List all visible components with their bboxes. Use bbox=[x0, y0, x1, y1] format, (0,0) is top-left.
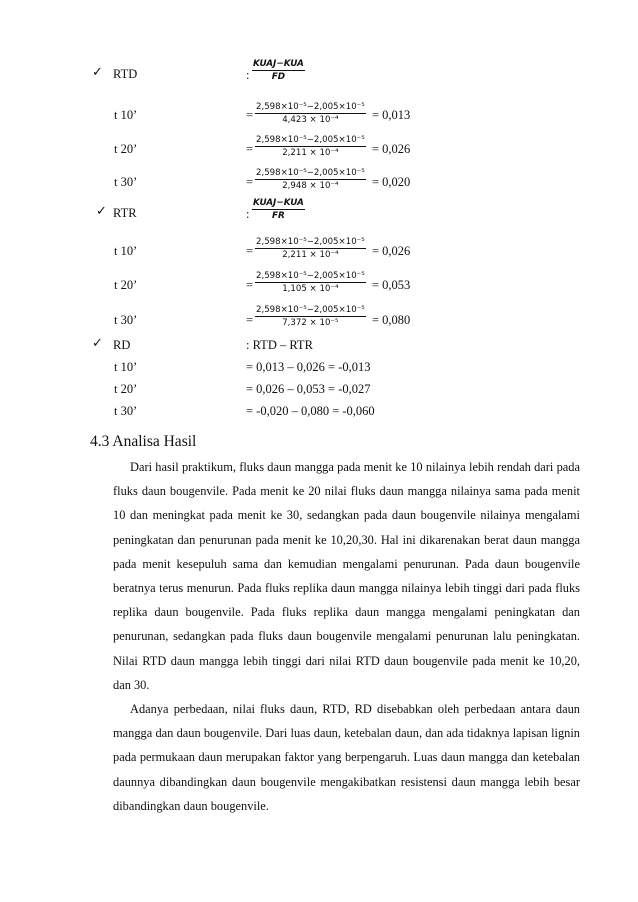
fraction-numerator: 2,598×10⁻⁵−2,005×10⁻⁵ bbox=[256, 271, 365, 281]
rtr-row-t30-eq: = bbox=[246, 313, 254, 327]
rd-row-t30-result: = -0,020 – 0,080 = -0,060 bbox=[246, 404, 375, 418]
rtr-formula-num: KUAJ−KUA bbox=[253, 198, 304, 208]
rtd-formula-den: FD bbox=[271, 72, 286, 82]
section-title: 4.3 Analisa Hasil bbox=[90, 433, 197, 450]
rtr-row-t20-eq: = bbox=[246, 278, 254, 292]
rtr-label: RTR bbox=[113, 206, 137, 220]
rtr-formula-den: FR bbox=[271, 211, 285, 221]
rd-label: RD bbox=[113, 338, 131, 352]
fraction-denominator: 4,423 × 10⁻⁴ bbox=[282, 115, 339, 125]
fraction-numerator: 2,598×10⁻⁵−2,005×10⁻⁵ bbox=[256, 305, 365, 315]
rd-row-t20-result: = 0,026 – 0,053 = -0,027 bbox=[246, 382, 371, 396]
rtd-row-t20-eq: = bbox=[246, 142, 254, 156]
rtd-label: RTD bbox=[113, 67, 138, 81]
rd-check-icon: ✓ bbox=[92, 336, 103, 351]
rtd-formula-num: KUAJ−KUA bbox=[253, 59, 304, 69]
rtr-row-t20: t 20’ bbox=[114, 278, 138, 292]
rtd-row-t30-eq: = bbox=[246, 175, 254, 189]
rtd-row-t10-eq: = bbox=[246, 108, 254, 122]
fraction-denominator: 2,948 × 10⁻⁴ bbox=[282, 181, 339, 191]
fraction-numerator: 2,598×10⁻⁵−2,005×10⁻⁵ bbox=[256, 102, 365, 112]
paragraph-1 bbox=[113, 455, 580, 697]
rtr-formula-prefix: : bbox=[246, 207, 250, 221]
rtd-row-t10: t 10’ bbox=[114, 108, 138, 122]
rd-row-t10: t 10’ bbox=[114, 360, 138, 374]
rd-row-t30: t 30’ bbox=[114, 404, 138, 418]
rtd-check-icon: ✓ bbox=[92, 65, 103, 80]
rtd-row-t10-fraction bbox=[255, 102, 366, 125]
rd-row-t10-result: = 0,013 – 0,026 = -0,013 bbox=[246, 360, 371, 374]
paragraph-2 bbox=[113, 697, 580, 818]
rtd-row-t30-result: = 0,020 bbox=[372, 175, 411, 189]
rtd-row-t20-fraction bbox=[255, 135, 366, 158]
rtr-row-t10-fraction bbox=[255, 237, 366, 260]
rtr-row-t30: t 30’ bbox=[114, 313, 138, 327]
rtr-row-t10-result: = 0,026 bbox=[372, 244, 411, 258]
rtd-row-t30: t 30’ bbox=[114, 175, 138, 189]
fraction-numerator: 2,598×10⁻⁵−2,005×10⁻⁵ bbox=[256, 237, 365, 247]
rd-row-t20: t 20’ bbox=[114, 382, 138, 396]
rtr-row-t10: t 10’ bbox=[114, 244, 138, 258]
rtd-row-t10-result: = 0,013 bbox=[372, 108, 411, 122]
paragraph-1-text: Dari hasil praktikum, fluks daun mangga pada menit ke 10 nilainya lebih rendah dari pada fluks daun bougenvile. Pada menit ke 20 nilai fluks daun mangga nilainya sama pada menit 10 dan meningkat pada menit ke 30, sedangkan pada daun bougenvile nilainya mengalami peningkatan dan penurunan pada menit ke 10,20,30. Hal ini dikarenakan berat daun mangga pada menit kesepuluh sama dan kemudian mengalami penurunan. Pada daun bougenvile beratnya terus menurun. Pada fluks replika daun mangga nilainya lebih tinggi dari pada fluks replika daun bougenvile. Pada fluks replika daun mangga mengalami peningkatan dan penurunan, sedangkan pada fluks daun bougenvile mengalami penurunan lalu peningkatan. Nilai RTD daun mangga lebih tinggi dari nilai RTD daun bougenvile pada menit ke 10,20, dan 30. bbox=[113, 460, 580, 692]
fraction-numerator: 2,598×10⁻⁵−2,005×10⁻⁵ bbox=[256, 135, 365, 145]
rtr-check-icon: ✓ bbox=[96, 204, 107, 219]
rtd-row-t20-result: = 0,026 bbox=[372, 142, 411, 156]
rtr-row-t20-fraction bbox=[255, 271, 366, 294]
rtd-row-t20: t 20’ bbox=[114, 142, 138, 156]
rtr-row-t30-result: = 0,080 bbox=[372, 313, 411, 327]
rtd-formula bbox=[252, 59, 305, 82]
rtr-row-t20-result: = 0,053 bbox=[372, 278, 411, 292]
fraction-denominator: 1,105 × 10⁻⁴ bbox=[282, 284, 339, 294]
rd-formula: : RTD – RTR bbox=[246, 338, 313, 352]
paragraph-2-text: Adanya perbedaan, nilai fluks daun, RTD, RD disebabkan oleh perbedaan antara daun mangga dan daun bougenvile. Dari luas daun, ketebalan daun, dan ada tidaknya lapisan lignin pada permukaan daun merupakan faktor yang berpengaruh. Luas daun mangga dan ketebalan daunnya dibandingkan daun bougenvile mengakibatkan resistensi daun mangga lebih besar dibandingkan daun bougenvile. bbox=[113, 702, 580, 813]
fraction-denominator: 2,211 × 10⁻⁴ bbox=[282, 250, 339, 260]
rtr-row-t10-eq: = bbox=[246, 244, 254, 258]
fraction-denominator: 7,372 × 10⁻⁵ bbox=[282, 318, 339, 328]
rtd-formula-prefix: : bbox=[246, 68, 250, 82]
rtd-row-t30-fraction bbox=[255, 168, 366, 191]
fraction-numerator: 2,598×10⁻⁵−2,005×10⁻⁵ bbox=[256, 168, 365, 178]
rtr-row-t30-fraction bbox=[255, 305, 366, 328]
fraction-denominator: 2,211 × 10⁻⁴ bbox=[282, 148, 339, 158]
rtr-formula bbox=[252, 198, 305, 221]
